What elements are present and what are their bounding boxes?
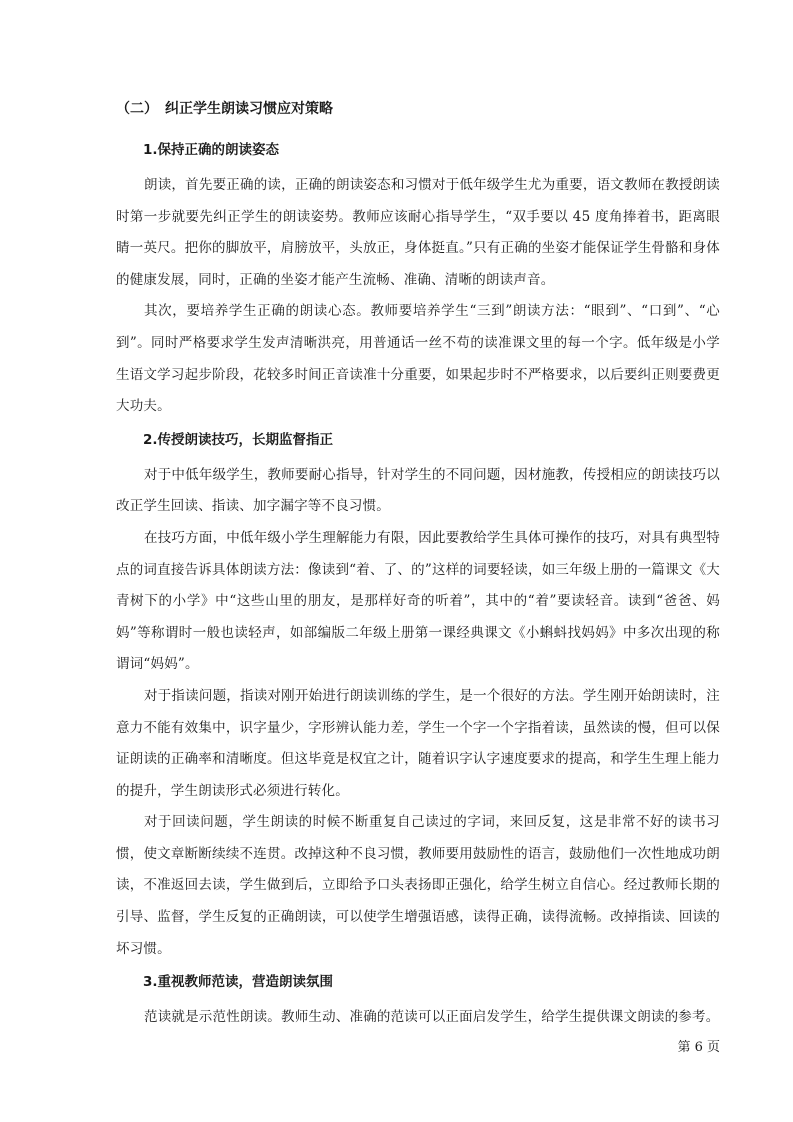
subsection-1-heading: 1.保持正确的朗读姿态 xyxy=(143,142,280,158)
subsection-3-heading: 3.重视教师范读，营造朗读氛围 xyxy=(143,974,334,991)
paragraph: 对于指读问题，指读对刚开始进行朗读训练的学生，是一个很好的方法。学生刚开始朗读时，注意力不能有效集中，识字量少，字形辨认能力差，学生一个字一个字指着读，虽然读的慢，但可以保证朗读的正确率和清晰度。但这毕竟是权宜之计，随着识字认字速度要求的提高，和学生生理上能力的提升，学生朗读形式必须进行转化。 xyxy=(116,687,720,799)
paragraph: 在技巧方面，中低年级小学生理解能力有限，因此要教给学生具体可操作的技巧，对具有典型特点的词直接告诉具体朗读方法：像读到“着、了、的”这样的词要轻读，如三年级上册的一篇课文《大青树下的小学》中“这些山里的朋友，是那样好奇的听着”，其中的“着”要读轻音。读到“爸爸、妈妈”等称谓时一般也读轻声，如部编版二年级上册第一课经典课文《小蝌蚪找妈妈》中多次出现的称谓词“妈妈”。 xyxy=(116,529,720,673)
document-body xyxy=(116,98,720,1034)
subsection-2-heading: 2.传授朗读技巧，长期监督指正 xyxy=(143,431,334,448)
paragraph: 其次，要培养学生正确的朗读心态。教师要培养学生“三到”朗读方法：“眼到”、“口到”、“心到”。同时严格要求学生发声清晰洪亮，用普通话一丝不苟的读准课文里的每一个字。低年级是小学生语文学习起步阶段，花较多时间正音读准十分重要，如果起步时不严格要求，以后要纠正则要费更大功夫。 xyxy=(116,303,720,415)
paragraph: 对于中低年级学生，教师要耐心指导，针对学生的不同问题，因材施教，传授相应的朗读技巧以改正学生回读、指读、加字漏字等不良习惯。 xyxy=(116,466,720,515)
paragraph: 对于回读问题，学生朗读的时候不断重复自己读过的字词，来回反复，这是非常不好的读书习惯，使文章断断续续不连贯。改掉这种不良习惯，教师要用鼓励性的语言，鼓励他们一次性地成功朗读，不准返回去读，学生做到后，立即给予口头表扬即正强化，给学生树立自信心。经过教师长期的引导、监督，学生反复的正确朗读，可以使学生增强语感，读得正确，读得流畅。改掉指读、回读的坏习惯。 xyxy=(116,814,720,957)
page-number: 第 6 页 xyxy=(677,1040,720,1055)
paragraph: 朗读，首先要正确的读，正确的朗读姿态和习惯对于低年级学生尤为重要，语文教师在教授朗读时第一步就要先纠正学生的朗读姿势。教师应该耐心指导学生，“双手要以 45 度角捧着书，距离眼睛一英尺。把你的脚放平，肩膀放平，头放正，身体挺直。”只有正确的坐姿才能保证学生骨骼和身体的健康发展，同时，正确的坐姿才能产生流畅、准确、清晰的朗读声音。 xyxy=(116,177,720,288)
section-heading: （二） 纠正学生朗读习惯应对策略 xyxy=(116,101,333,117)
paragraph: 范读就是示范性朗读。教师生动、准确的范读可以正面启发学生，给学生提供课文朗读的参考。 xyxy=(144,1009,720,1026)
